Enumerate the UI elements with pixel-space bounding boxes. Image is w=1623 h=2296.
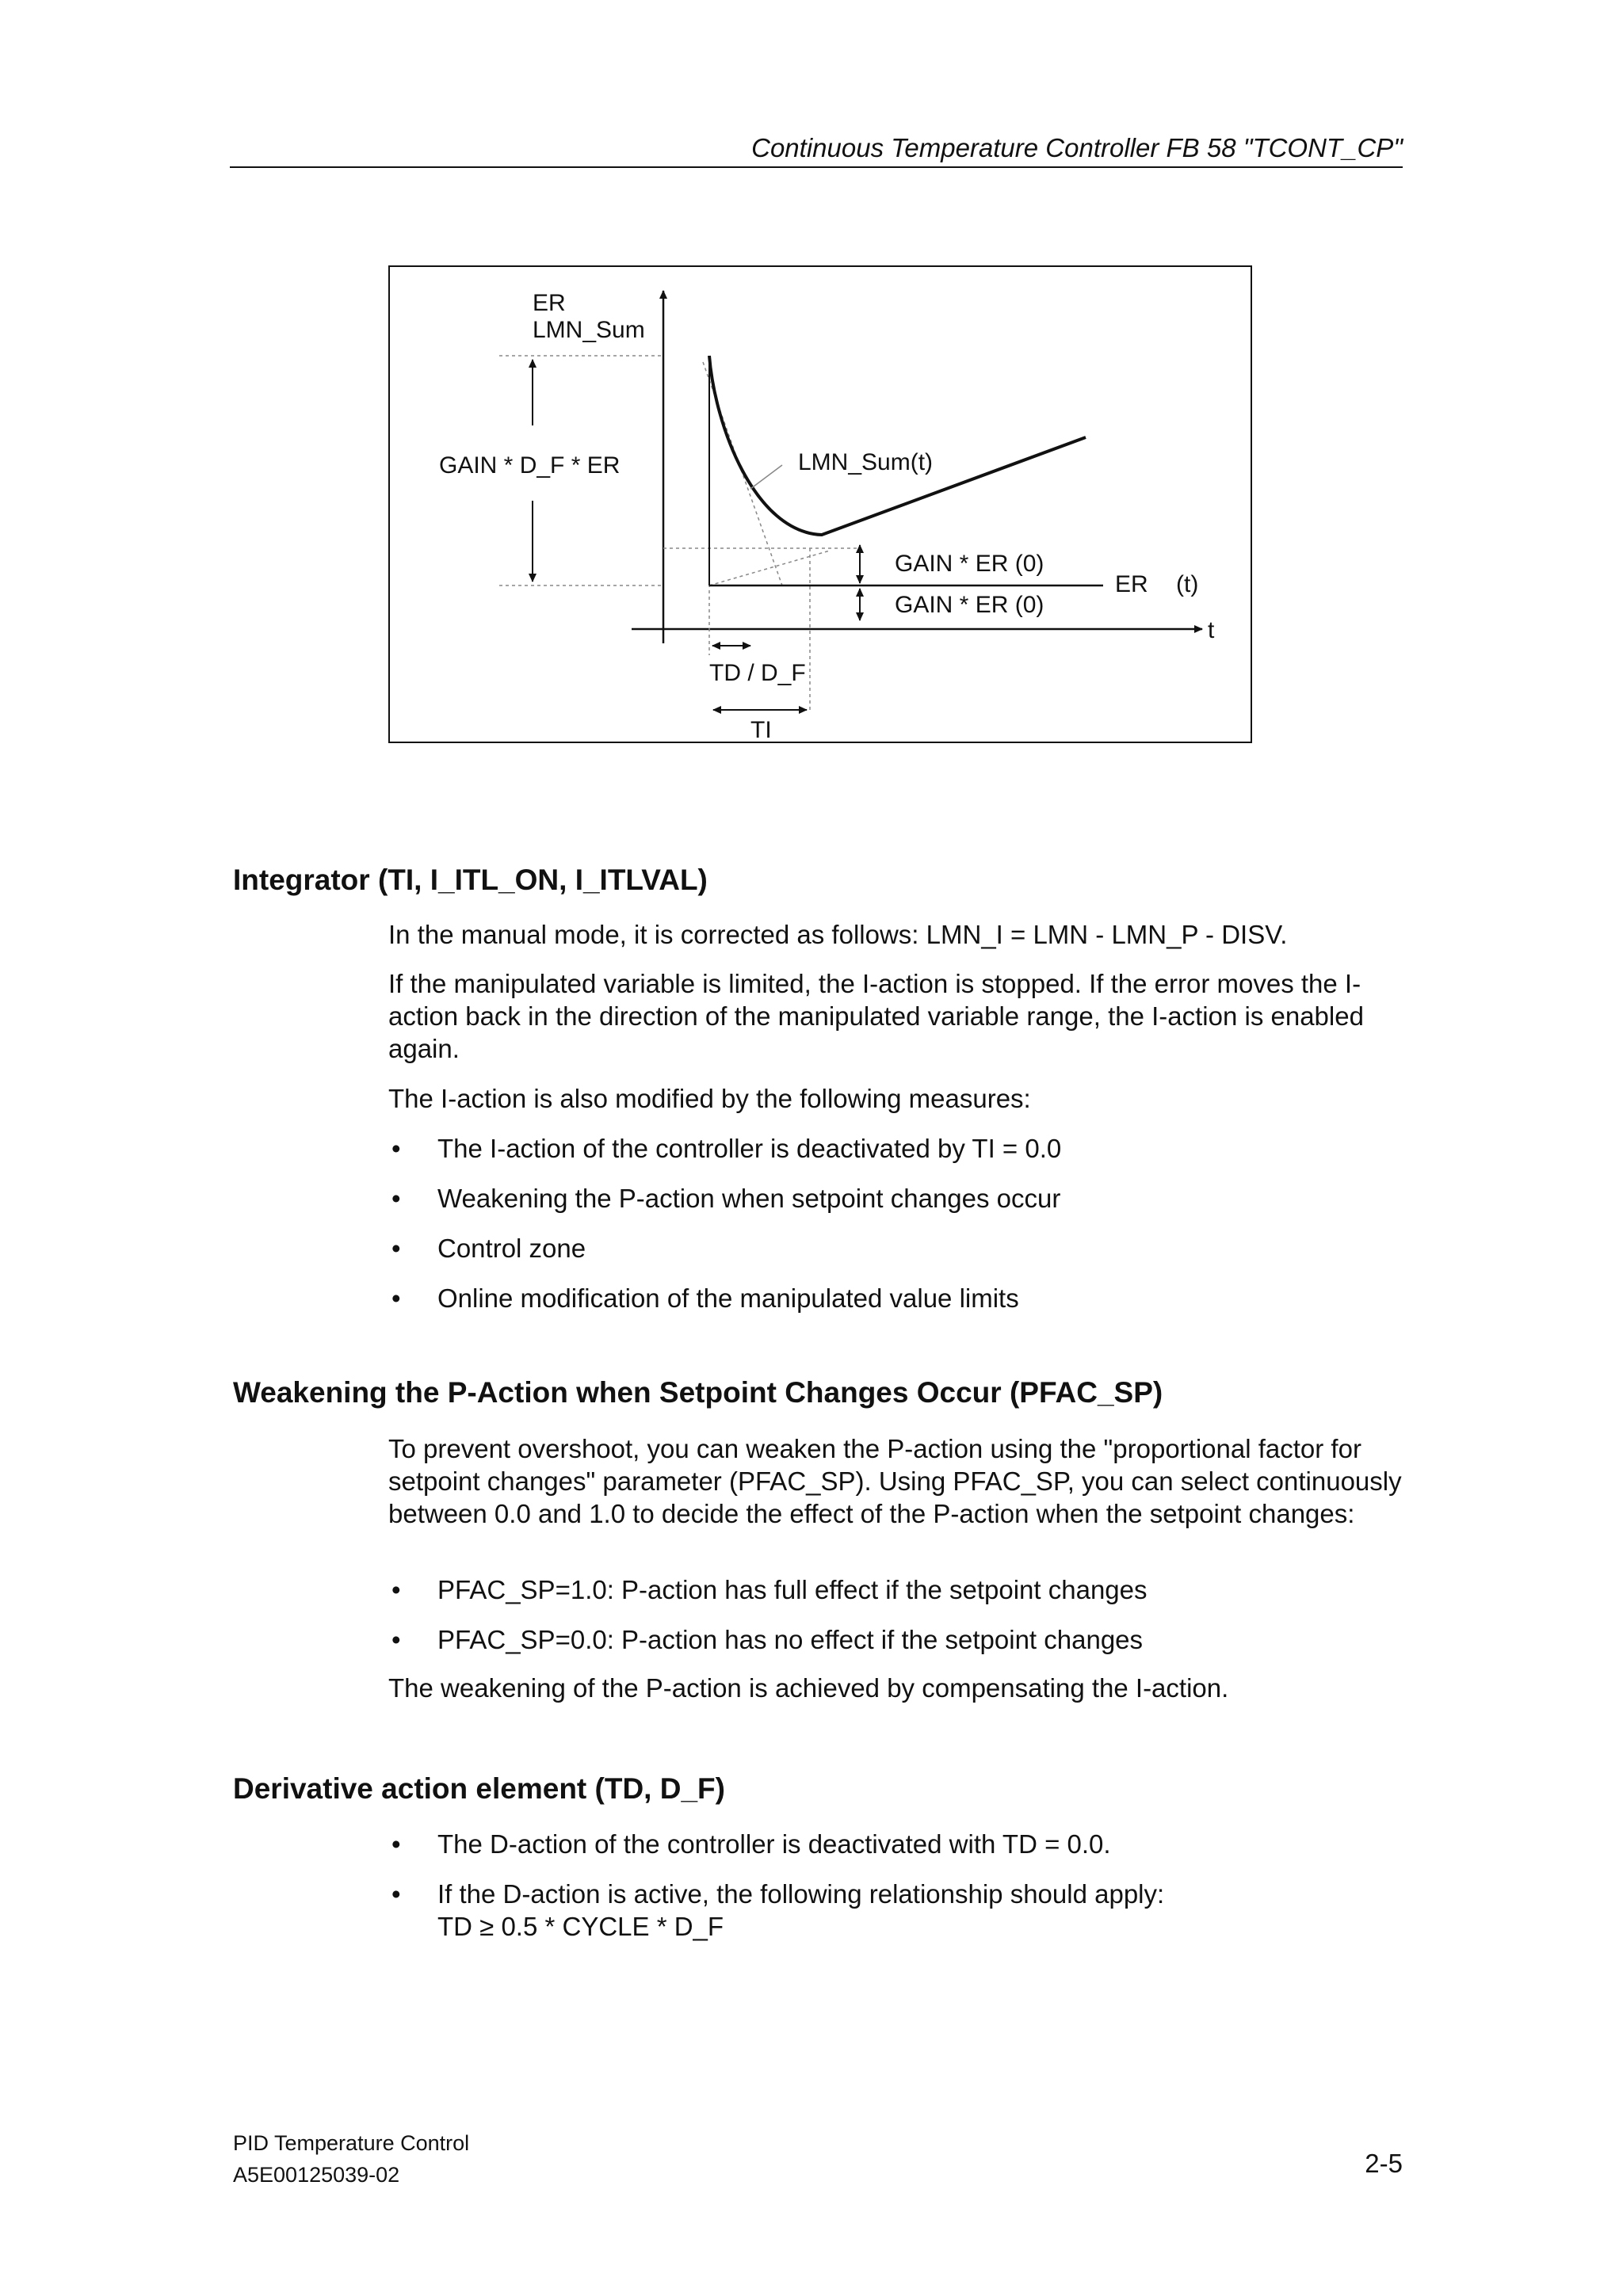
label-t-axis: t [1208,617,1215,643]
list-item: • The I-action of the controller is deactivated by TI = 0.0 [388,1132,1419,1165]
list-item: • Weakening the P-action when setpoint changes occur [388,1182,1419,1215]
weakening-paragraph-1: To prevent overshoot, you can weaken the P-action using the "proportional factor for setpoint changes" parameter (PFAC_SP). Using PFAC_SP, you can select continuously between 0.0 and 1.0 to decide the effect of the P-action when the setpoint changes: [388,1434,1402,1528]
integrator-bullet-list [388,1132,1419,1332]
list-item [388,1878,1419,1943]
heading-derivative: Derivative action element (TD, D_F) [233,1772,725,1805]
lmn-sum-curve [709,356,1086,535]
heading-integrator: Integrator (TI, I_ITL_ON, I_ITLVAL) [233,864,708,896]
footer-doc-title: PID Temperature Control [233,2131,470,2155]
weakening-bullet-list [388,1573,1419,1673]
label-gain-df-er: GAIN * D_F * ER [439,452,621,479]
list-item: • PFAC_SP=1.0: P-action has full effect if the setpoint changes [388,1573,1419,1606]
slope-dotted-line [709,551,830,585]
pid-response-figure [388,265,1252,743]
label-gain-er-lower: GAIN * ER (0) [895,592,1044,618]
list-item: • Online modification of the manipulated value limits [388,1282,1419,1314]
footer-doc-number: A5E00125039-02 [233,2163,400,2187]
list-item: • The D-action of the controller is deactivated with TD = 0.0. [388,1828,1419,1860]
figure-diagram [390,267,1251,742]
label-er-t-er: ER [1115,571,1148,597]
heading-weakening: Weakening the P-Action when Setpoint Changes Occur (PFAC_SP) [233,1376,1163,1409]
label-lmn-sum: LMN_Sum [533,317,645,343]
integrator-paragraph-1: In the manual mode, it is corrected as follows: LMN_I = LMN - LMN_P - DISV. [388,920,1288,949]
label-er: ER [533,290,566,316]
integrator-paragraph-2: If the manipulated variable is limited, the I-action is stopped. If the error moves the I-action back in the direction of the manipulated variable range, the I-action is enabled again. [388,969,1364,1063]
page-number: 2-5 [1365,2149,1403,2178]
list-item: • Control zone [388,1232,1419,1264]
page-header-title: Continuous Temperature Controller FB 58 "TCONT_CP" [751,133,1403,162]
derivative-bullet-line-1: • If the D-action is active, the following relationship should apply: [437,1879,1165,1909]
label-td-df: TD / D_F [709,660,806,686]
label-er-t-t: (t) [1176,571,1199,597]
header-rule [230,166,1403,168]
label-ti: TI [750,717,772,742]
label-gain-er-upper: GAIN * ER (0) [895,551,1044,577]
label-lmn-sum-t: LMN_Sum(t) [798,449,934,475]
derivative-formula: TD ≥ 0.5 * CYCLE * D_F [437,1912,724,1941]
integrator-paragraph-3: The I-action is also modified by the following measures: [388,1084,1031,1113]
derivative-bullet-list [388,1828,1419,1960]
weakening-paragraph-2: The weakening of the P-action is achieved by compensating the I-action. [388,1673,1229,1703]
curve-label-leader [750,465,782,489]
list-item: • PFAC_SP=0.0: P-action has no effect if the setpoint changes [388,1623,1419,1656]
